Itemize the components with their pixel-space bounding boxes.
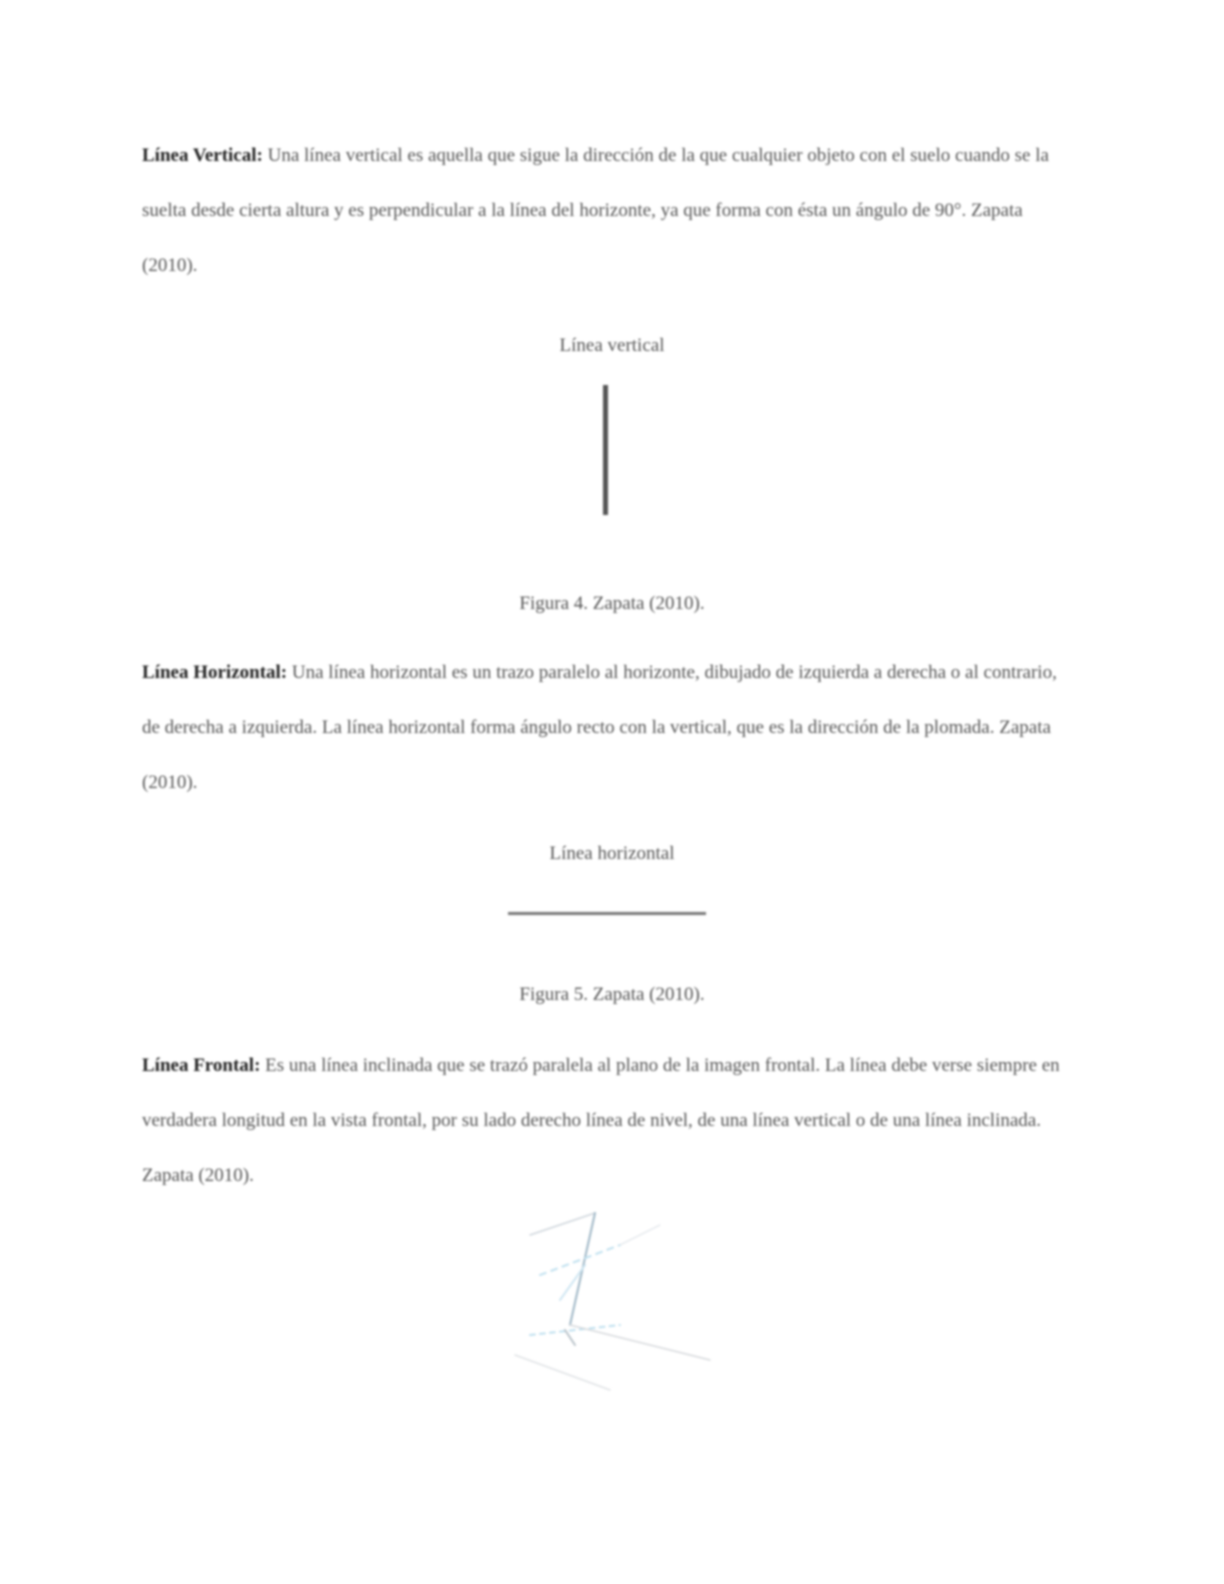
figure-title-horizontal: Línea horizontal [549,843,675,864]
figure-caption-4: Figura 4. Zapata (2010). [519,593,705,614]
text-frontal: Es una línea inclinada que se trazó paralela al plano de la imagen frontal. La línea debe verse siempre en verdadera longitud en la vista frontal, por su lado derecho línea de nivel, de una línea vertical o de una línea inclinada. Zapata (2010). [142,1055,1060,1186]
text-horizontal: Una línea horizontal es un trazo paralelo al horizonte, dibujado de izquierda a derecha o al contrario, de derecha a izquierda. La línea horizontal forma ángulo recto con la vertical, que es la dirección de la plomada. Zapata (2010). [142,662,1057,793]
paragraph-vertical-line [142,128,1072,293]
figure-title-vertical: Línea vertical [559,335,665,356]
term-horizontal: Línea Horizontal: [142,662,288,683]
paragraph-frontal-line [142,1038,1072,1203]
horizontal-line-figure [508,912,706,915]
frontal-line-sketch [500,1205,720,1395]
figure-caption-5: Figura 5. Zapata (2010). [519,984,705,1005]
term-vertical: Línea Vertical: [142,145,263,166]
paragraph-horizontal-line [142,645,1072,810]
text-vertical: Una línea vertical es aquella que sigue la dirección de la que cualquier objeto con el suelo cuando se la suelta desde cierta altura y es perpendicular a la línea del horizonte, ya que forma con ésta un ángulo de 90°. Zapata (2010). [142,145,1049,276]
vertical-line-figure [603,385,608,515]
term-frontal: Línea Frontal: [142,1055,261,1076]
